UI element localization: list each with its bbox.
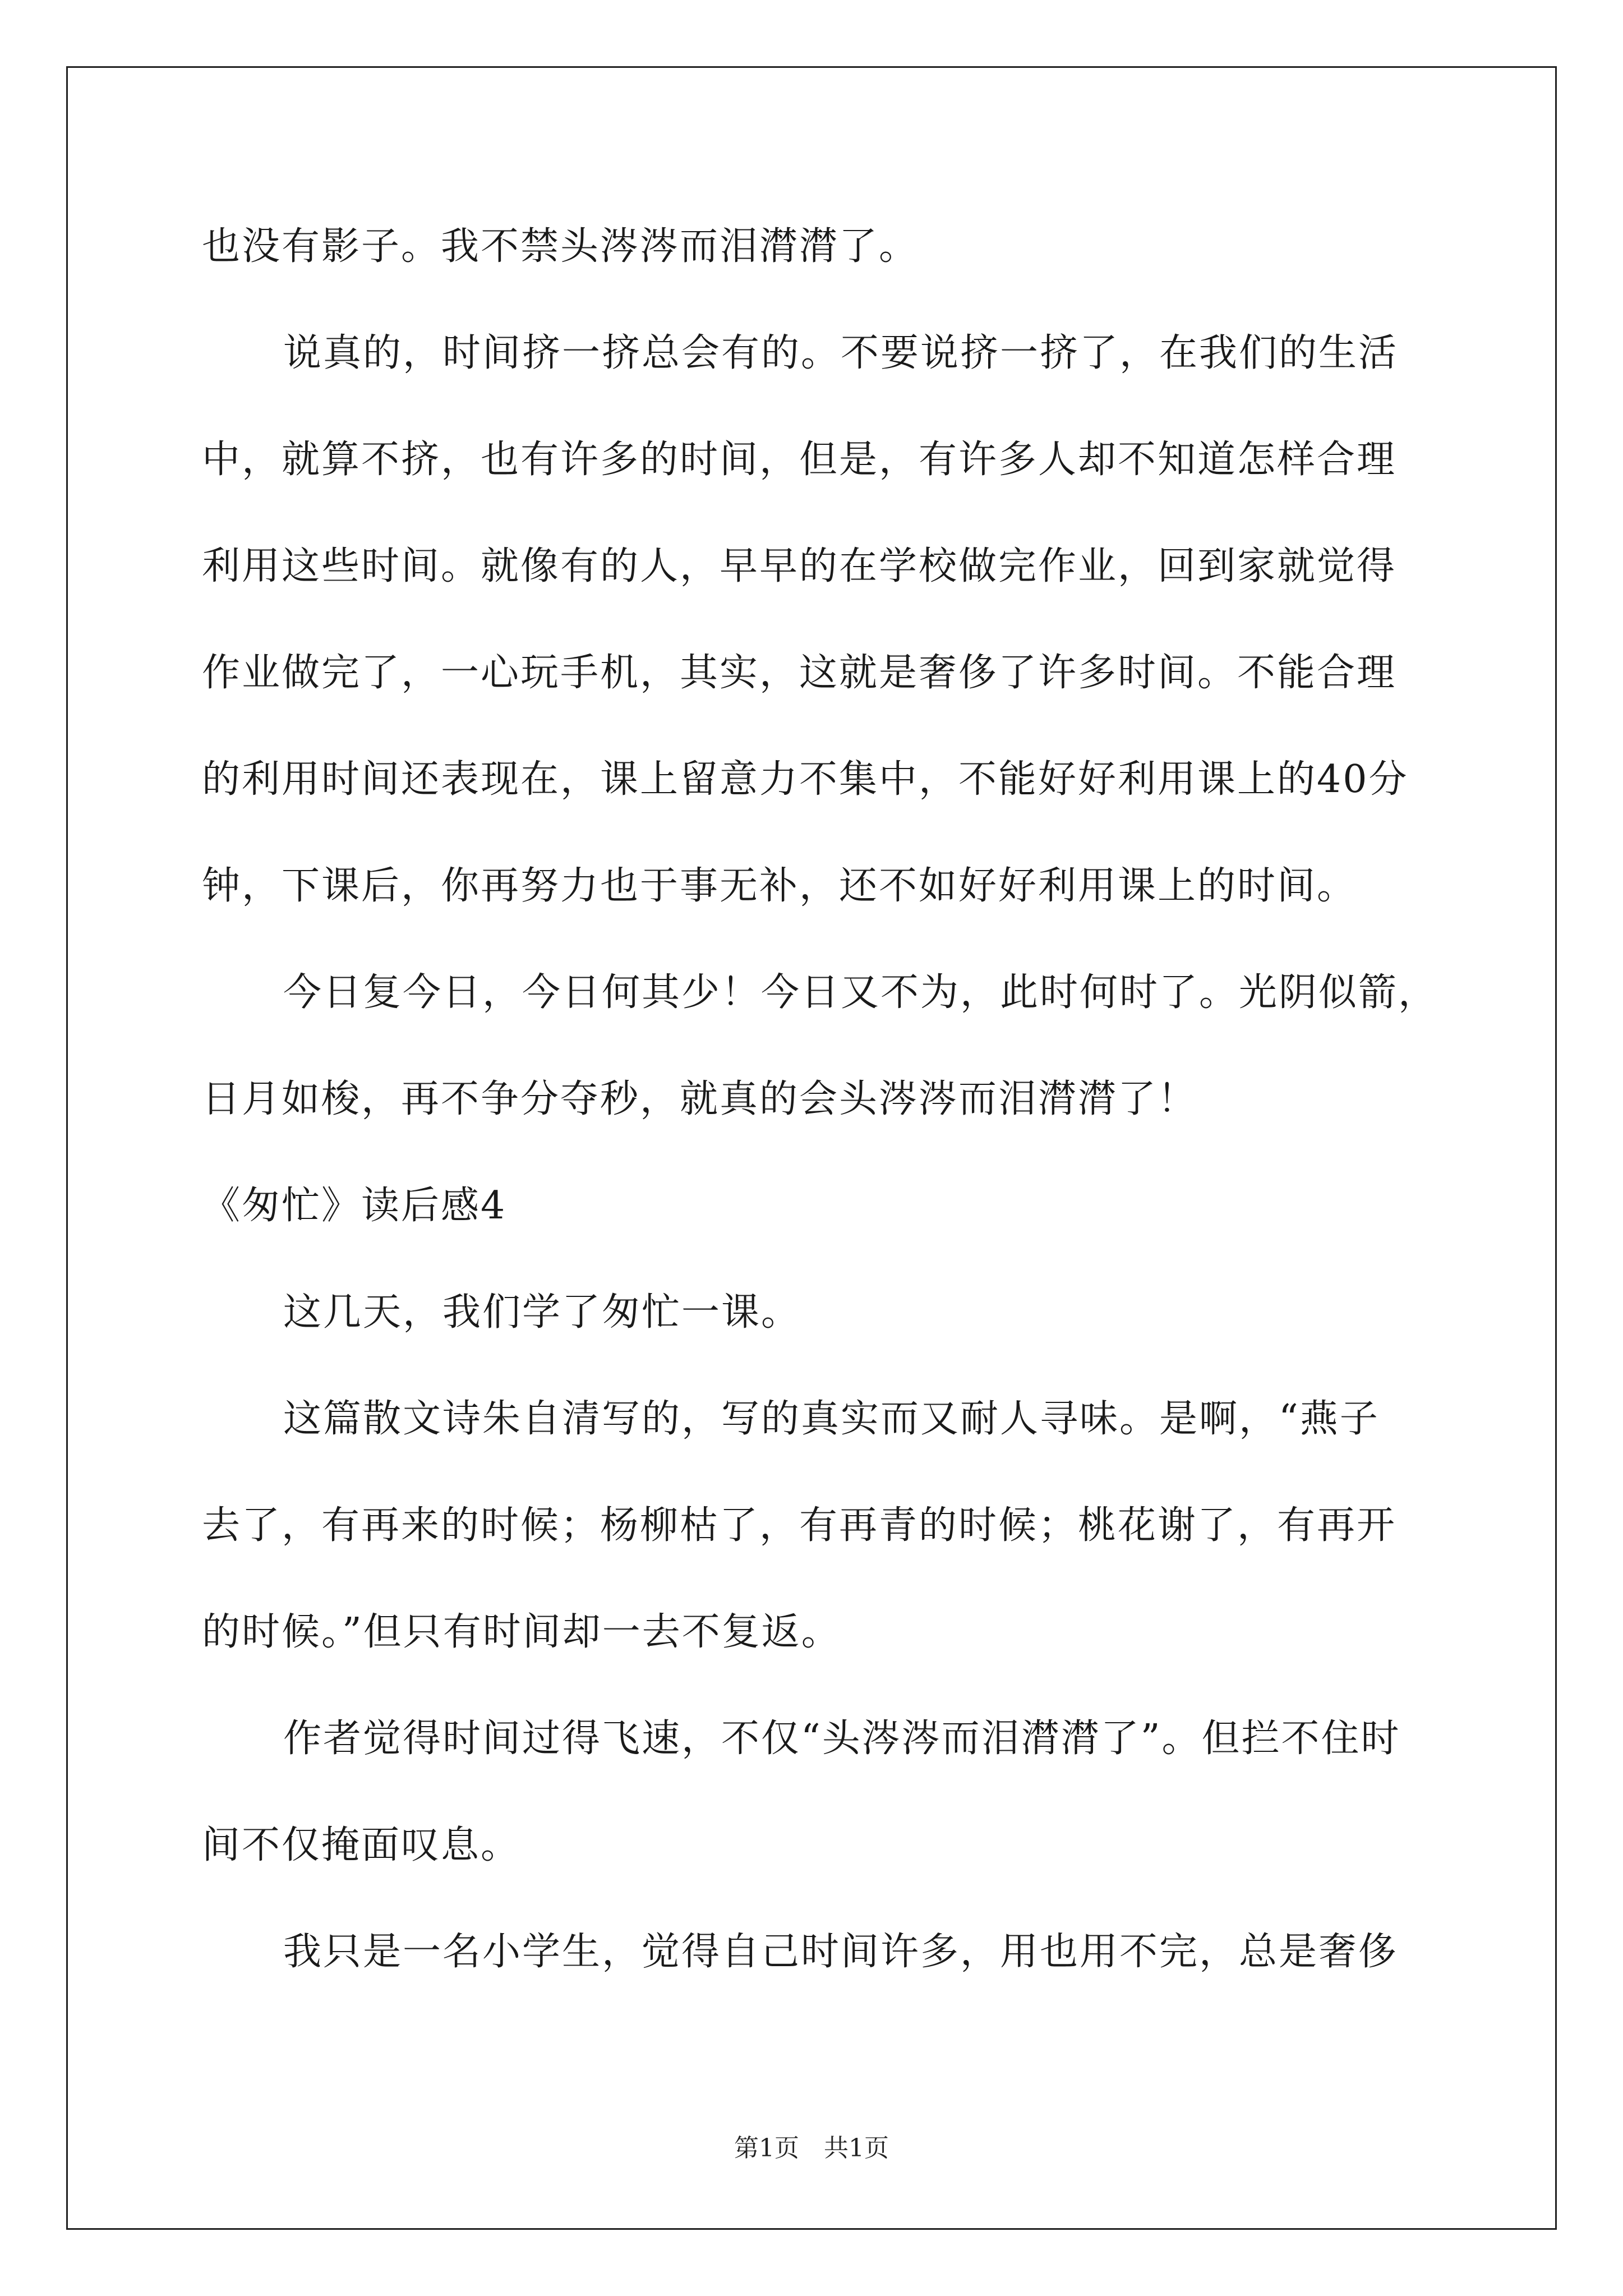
paragraph-line: 这篇散文诗朱自清写的，写的真实而又耐人寻味。是啊，“燕子 <box>283 1397 1380 1441</box>
paragraph-line: 这几天，我们学了匆忙一课。 <box>283 1290 801 1335</box>
section-heading: 《匆忙》读后感4 <box>202 1184 507 1228</box>
paragraph-line: 说真的，时间挤一挤总会有的。不要说挤一挤了，在我们的生活 <box>283 331 1399 375</box>
paragraph-line: 作者觉得时间过得飞速，不仅“头涔涔而泪潸潸了”。但拦不住时 <box>283 1717 1401 1761</box>
paragraph-line: 也没有影子。我不禁头涔涔而泪潸潸了。 <box>202 224 919 269</box>
paragraph-line: 的时候。”但只有时间却一去不复返。 <box>202 1610 841 1654</box>
paragraph-line: 作业做完了，一心玩手机，其实，这就是奢侈了许多时间。不能合理 <box>202 651 1397 695</box>
paragraph-line: 钟，下课后，你再努力也于事无补，还不如好好利用课上的时间。 <box>202 864 1357 908</box>
page-border <box>66 66 1557 2230</box>
paragraph-line: 的利用时间还表现在，课上留意力不集中，不能好好利用课上的40分 <box>202 757 1409 802</box>
paragraph-line: 我只是一名小学生，觉得自己时间许多，用也用不完，总是奢侈 <box>283 1930 1399 1974</box>
paragraph-line: 间不仅掩面叹息。 <box>202 1823 521 1867</box>
paragraph-line: 利用这些时间。就像有的人，早早的在学校做完作业，回到家就觉得 <box>202 544 1397 588</box>
paragraph-line: 日月如梭，再不争分夺秒，就真的会头涔涔而泪潸潸了！ <box>202 1077 1198 1121</box>
paragraph-line: 中，就算不挤，也有许多的时间，但是，有许多人却不知道怎样合理 <box>202 438 1397 482</box>
paragraph-line: 今日复今日，今日何其少！今日又不为，此时何时了。光阴似箭， <box>283 970 1438 1015</box>
page-number-footer: 第1页 共1页 <box>734 2134 889 2162</box>
paragraph-line: 去了，有再来的时候；杨柳枯了，有再青的时候；桃花谢了，有再开 <box>202 1503 1397 1548</box>
